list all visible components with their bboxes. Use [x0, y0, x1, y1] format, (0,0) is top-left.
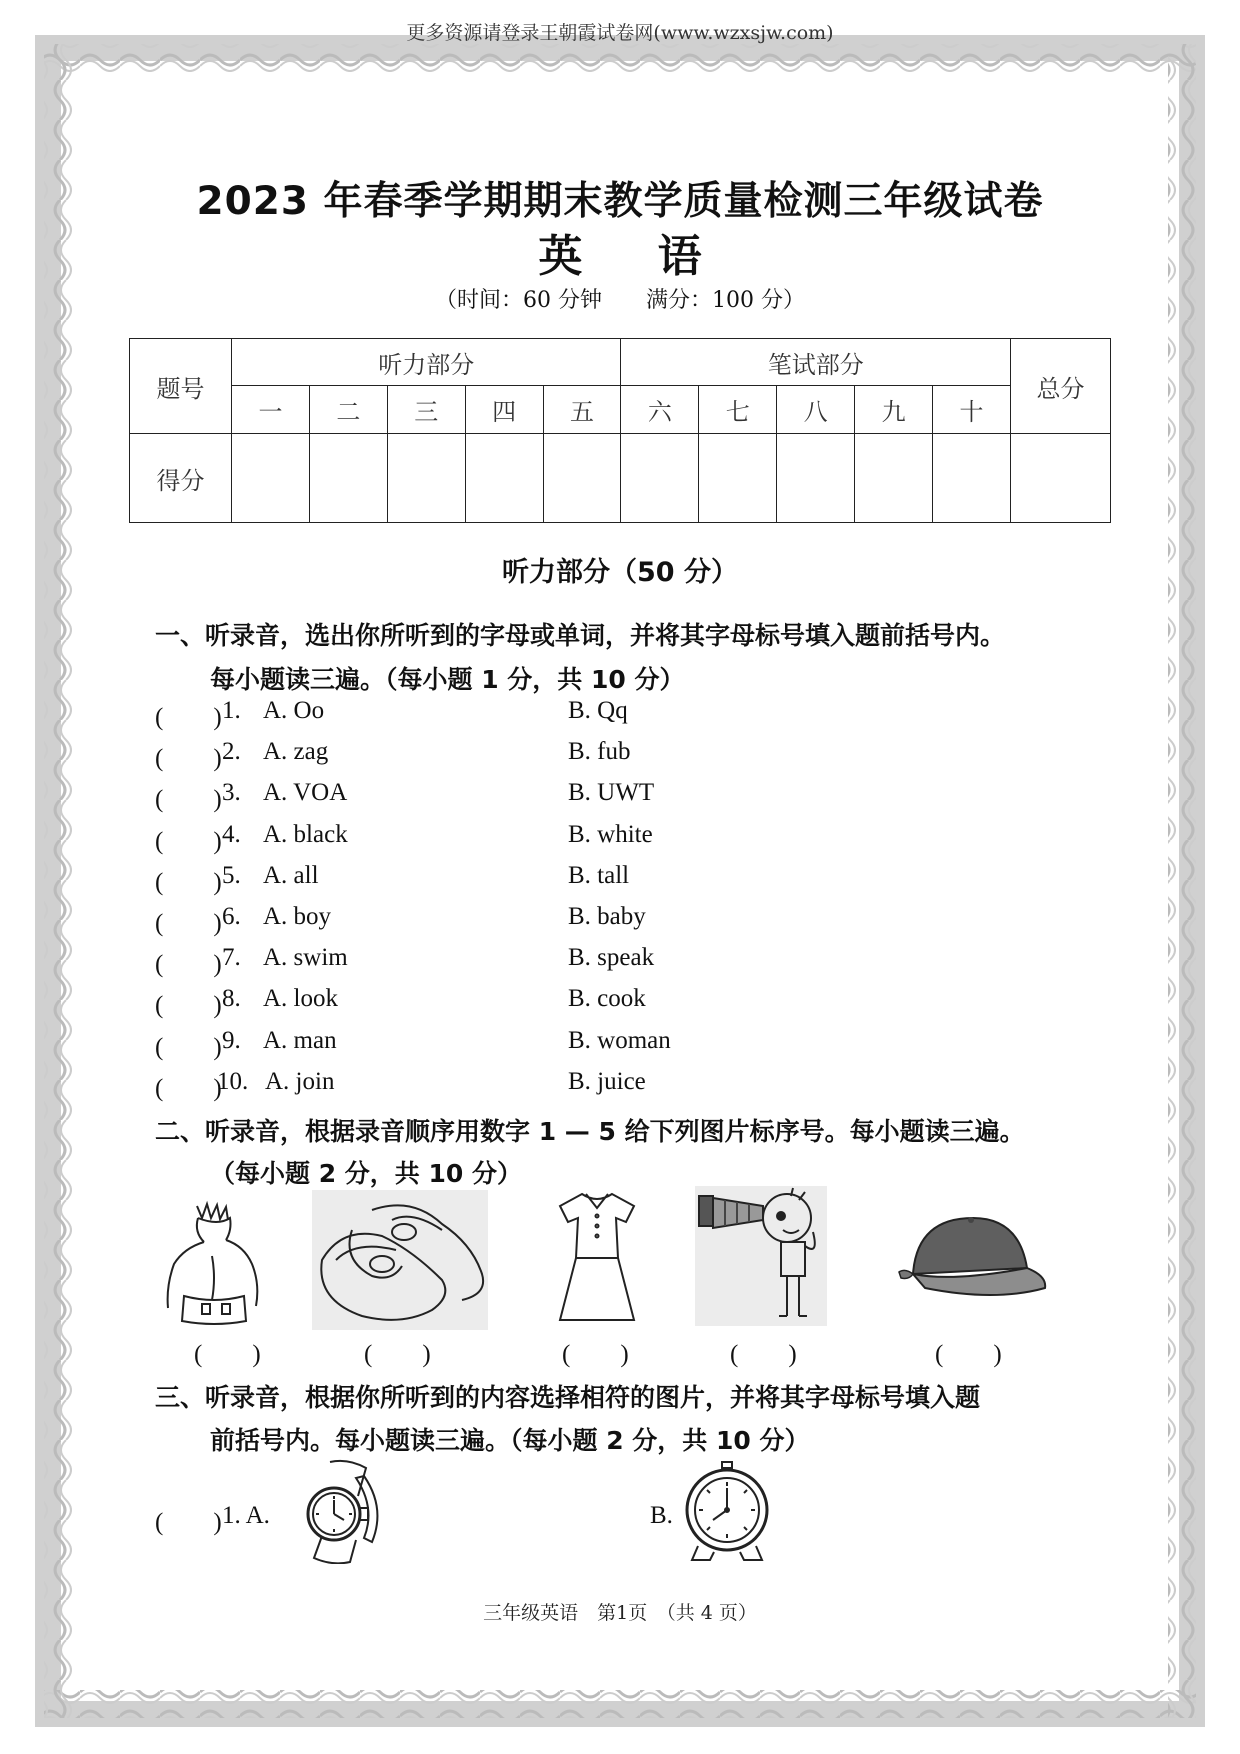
exam-title: 2023 年春季学期期末教学质量检测三年级试卷: [196, 179, 1044, 224]
subject-title: 英 语: [538, 231, 732, 282]
question-number: 十: [933, 386, 1011, 434]
section1-title: 一、听录音，选出你所听到的字母或单词，并将其字母标号填入题前括号内。: [155, 621, 1006, 650]
score-cell[interactable]: [699, 434, 777, 523]
section3-title: 三、听录音，根据你所听到的内容选择相符的图片，并将其字母标号填入题: [155, 1383, 981, 1412]
shoes-picture: [312, 1190, 488, 1330]
answer-paren[interactable]: ( ): [155, 1033, 222, 1061]
question-number: 2.: [222, 738, 241, 766]
score-cell[interactable]: [621, 434, 699, 523]
question-number: 3.: [222, 779, 241, 807]
option-b: B. Qq: [568, 697, 628, 724]
section3-item1-label: 1. A.: [222, 1502, 270, 1529]
score-row-label: 得分: [130, 434, 232, 523]
option-a: A. look: [263, 985, 338, 1013]
score-cell[interactable]: [387, 434, 465, 523]
section3-subtitle: 前括号内。每小题读三遍。（每小题 2 分，共 10 分）: [210, 1426, 810, 1455]
question-number: 1.: [222, 697, 241, 724]
option-b: B. tall: [568, 861, 630, 889]
question-row: [155, 862, 1055, 903]
question-number: 一: [232, 386, 310, 434]
question-row: [155, 821, 1055, 862]
question-row: [155, 1068, 1055, 1109]
time-info: （时间：60 分钟 满分：100 分）: [435, 288, 805, 313]
option-a: A. all: [263, 861, 319, 889]
question-number: 四: [465, 386, 543, 434]
question-number: 10.: [217, 1067, 249, 1095]
question-number: 8.: [222, 985, 241, 1013]
question-number: 三: [387, 386, 465, 434]
answer-bracket[interactable]: ( ): [562, 1341, 629, 1368]
score-cell[interactable]: [933, 434, 1011, 523]
total-score-cell[interactable]: [1011, 434, 1111, 523]
score-cell[interactable]: [855, 434, 933, 523]
page-footer: 三年级英语 第1页 （共 4 页）: [483, 1602, 757, 1624]
clock-icon: [682, 1458, 772, 1566]
option-b: B. woman: [568, 1026, 671, 1054]
answer-paren[interactable]: ( ): [155, 910, 222, 937]
score-cell[interactable]: [543, 434, 621, 523]
question-row: [155, 903, 1055, 944]
answer-paren[interactable]: ( ): [155, 951, 222, 979]
question-row: [155, 985, 1055, 1026]
question-number: 七: [699, 386, 777, 434]
listening-part-header: 听力部分: [232, 339, 621, 386]
option-a: A. zag: [263, 738, 329, 766]
section1-subtitle: 每小题读三遍。（每小题 1 分，共 10 分）: [210, 665, 685, 694]
question-row: [155, 738, 1055, 779]
question-row: [155, 944, 1055, 985]
section2-subtitle: （每小题 2 分，共 10 分）: [210, 1159, 523, 1188]
question-number: 六: [621, 386, 699, 434]
option-b: B. speak: [568, 944, 655, 972]
score-cell[interactable]: [777, 434, 855, 523]
option-a: A. VOA: [263, 779, 348, 807]
option-b: B. baby: [568, 903, 646, 930]
answer-paren[interactable]: ( ): [155, 745, 222, 773]
score-cell[interactable]: [309, 434, 387, 523]
writing-part-header: 笔试部分: [621, 339, 1011, 386]
option-a: A. black: [263, 820, 348, 848]
listening-heading: 听力部分（50 分）: [502, 557, 738, 588]
question-number: 二: [309, 386, 387, 434]
answer-paren[interactable]: ( ): [155, 1074, 222, 1102]
option-b: B. cook: [568, 985, 646, 1013]
watch-icon: [300, 1458, 386, 1564]
answer-bracket[interactable]: ( ): [730, 1341, 797, 1368]
question-number: 八: [777, 386, 855, 434]
question-number: 九: [855, 386, 933, 434]
answer-paren[interactable]: ( ): [155, 827, 222, 855]
option-b: B. UWT: [568, 779, 655, 807]
question-number: 6.: [222, 903, 241, 930]
row-label-number: 题号: [130, 339, 232, 434]
question-number: 五: [543, 386, 621, 434]
question-number: 5.: [222, 861, 241, 889]
section3-item1-b-label: B.: [650, 1502, 673, 1529]
score-table: [129, 338, 1111, 523]
score-cell[interactable]: [232, 434, 310, 523]
option-a: A. join: [265, 1067, 335, 1095]
score-cell[interactable]: [465, 434, 543, 523]
question-number: 7.: [222, 944, 241, 972]
cap-picture: [893, 1212, 1049, 1312]
answer-bracket[interactable]: ( ): [935, 1341, 1002, 1368]
question-number: 4.: [222, 820, 241, 848]
question-number: 9.: [222, 1026, 241, 1054]
answer-bracket[interactable]: ( ): [364, 1341, 431, 1368]
section3-item1-paren[interactable]: ( ): [155, 1509, 222, 1536]
option-b: B. juice: [568, 1067, 646, 1095]
answer-paren[interactable]: ( ): [155, 786, 222, 814]
telescope-boy-picture: [695, 1186, 827, 1326]
answer-bracket[interactable]: ( ): [194, 1341, 261, 1368]
answer-paren[interactable]: ( ): [155, 868, 222, 896]
option-b: B. white: [568, 820, 653, 848]
site-note: 更多资源请登录王朝霞试卷网(www.wzxsjw.com): [406, 22, 834, 44]
option-a: A. Oo: [263, 697, 325, 724]
boy-back-picture: [152, 1196, 272, 1326]
question-row: [155, 779, 1055, 820]
answer-paren[interactable]: ( ): [155, 704, 222, 731]
question-row: [155, 1027, 1055, 1068]
question-row: [155, 697, 1055, 738]
option-b: B. fub: [568, 738, 631, 766]
section2-title: 二、听录音，根据录音顺序用数字 1 — 5 给下列图片标序号。每小题读三遍。: [155, 1117, 1025, 1146]
option-a: A. boy: [263, 903, 332, 930]
dress-picture: [552, 1186, 642, 1326]
option-a: A. man: [263, 1026, 337, 1054]
answer-paren[interactable]: ( ): [155, 992, 222, 1020]
total-score-header: 总分: [1011, 339, 1111, 434]
option-a: A. swim: [263, 944, 348, 972]
